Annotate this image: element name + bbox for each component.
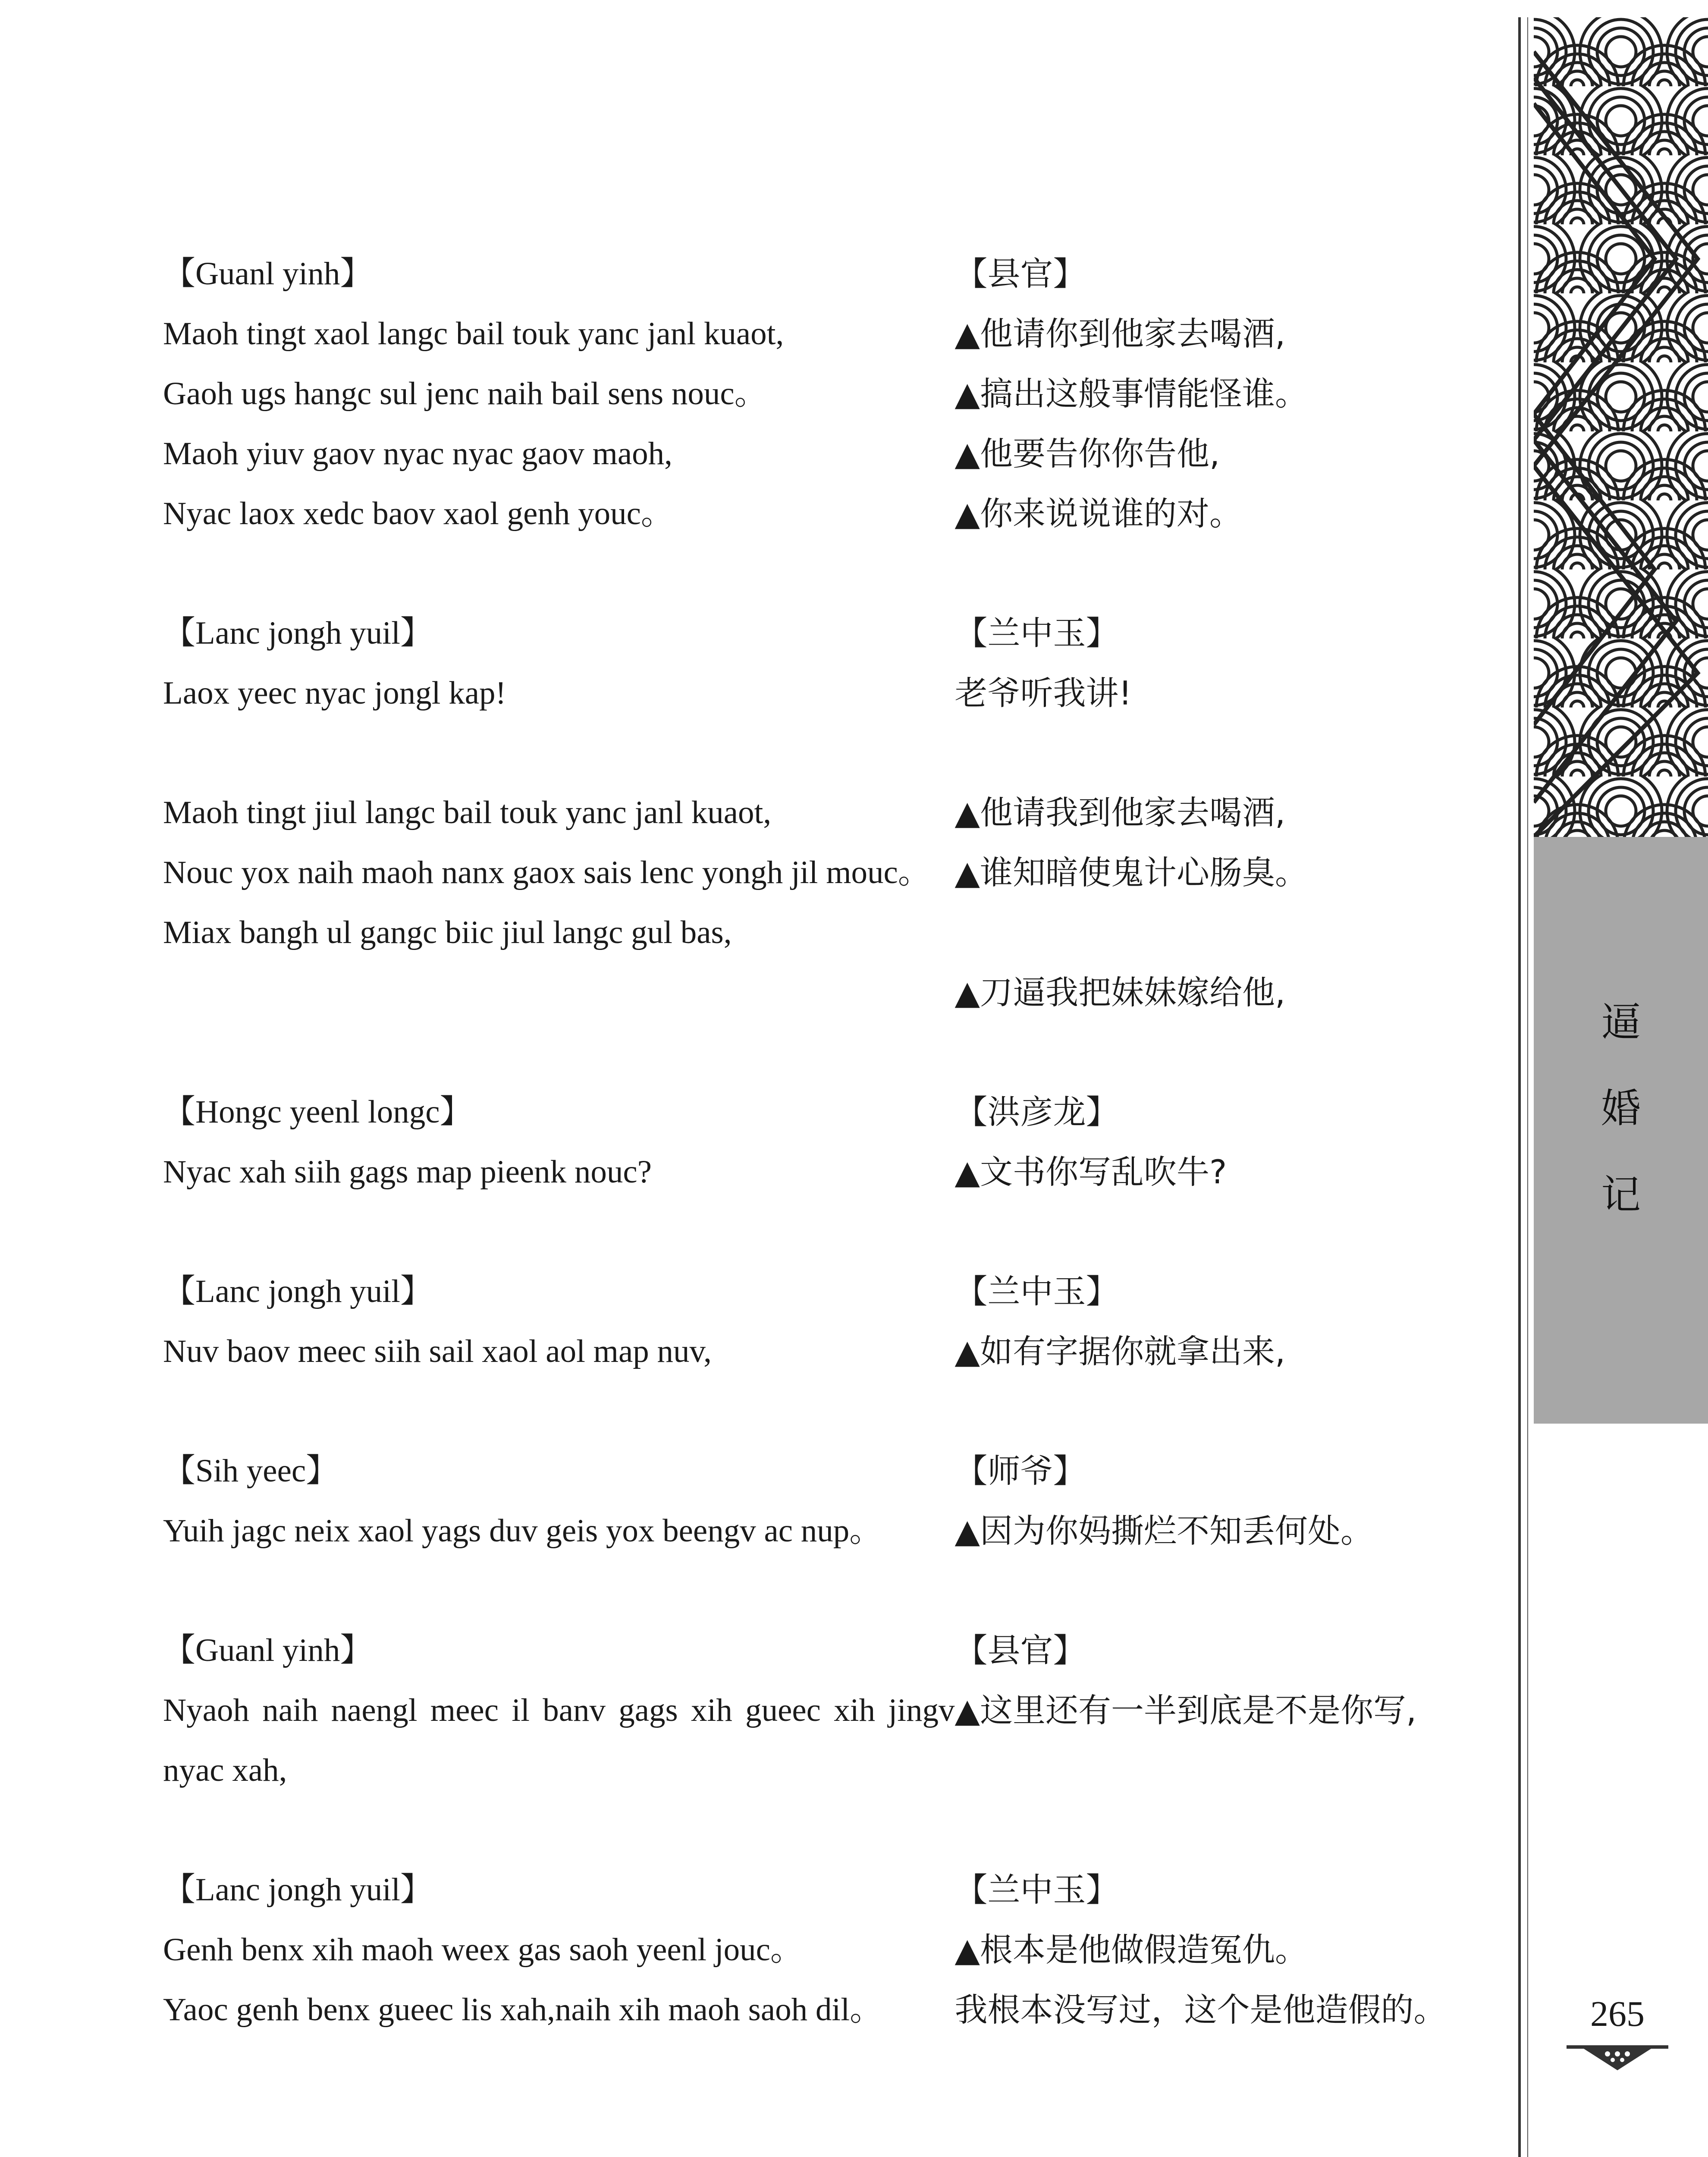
- chinese-text: [955, 1441, 1457, 1561]
- chinese-text: [955, 1082, 1457, 1202]
- chapter-tab: [1534, 837, 1708, 1424]
- verse-line: Nyac laox xedc baov xaol genh youc。: [163, 496, 673, 531]
- verse-line: ▲如有字据你就拿出来,: [954, 1332, 1286, 1371]
- dialogue-block: [163, 1261, 1457, 1381]
- verse-line: ▲谁知暗使鬼计心肠臭。: [954, 853, 1308, 892]
- dialogue-block: [163, 1860, 1457, 2040]
- chapter-title-char: 记: [1601, 1172, 1641, 1218]
- cloud-pattern-ornament: [1534, 17, 1708, 837]
- speaker-name: 【Lanc jongh yuil】: [163, 1872, 433, 1908]
- verse-line: Gaoh ugs hangc sul jenc naih bail sens nouc。: [163, 376, 767, 412]
- speaker-name: 【县官】: [954, 1631, 1086, 1670]
- chinese-text: [955, 603, 1457, 723]
- page-border-line: [1518, 17, 1521, 2157]
- verse-line: ▲文书你写乱吹牛?: [954, 1153, 1227, 1191]
- blank-line: [955, 902, 1457, 962]
- speaker-name: 【县官】: [954, 255, 1086, 293]
- verse-line: Yuih jagc neix xaol yags duv geis yox beengv ac nup。: [163, 1513, 882, 1549]
- dong-text: [163, 783, 955, 962]
- speaker-name: 【兰中玉】: [954, 1272, 1119, 1311]
- dialogue-block: [163, 244, 1457, 544]
- verse-line: ▲刀逼我把妹妹嫁给他,: [954, 973, 1286, 1012]
- chinese-text: [955, 1261, 1457, 1381]
- dong-text: [163, 1082, 955, 1202]
- dialogue-block: [163, 783, 1457, 1022]
- dong-text: [163, 1441, 955, 1561]
- speaker-name: 【兰中玉】: [954, 614, 1119, 652]
- verse-line: Nyac xah siih gags map pieenk nouc?: [163, 1154, 652, 1190]
- dialogue-block: [163, 603, 1457, 723]
- dialogue-block: [163, 1441, 1457, 1561]
- speaker-name: 【Guanl yinh】: [163, 256, 373, 292]
- speaker-name: 【Guanl yinh】: [163, 1632, 373, 1668]
- verse-line: Laox yeec nyac jongl kap!: [163, 675, 506, 711]
- chapter-title-char: 婚: [1601, 1085, 1641, 1132]
- speaker-name: 【师爷】: [954, 1452, 1086, 1490]
- verse-line: ▲搞出这般事情能怪谁。: [954, 374, 1308, 413]
- verse-line: ▲因为你妈撕烂不知丢何处。: [954, 1512, 1373, 1550]
- verse-line: 老爷听我讲!: [954, 674, 1132, 712]
- verse-line: Genh benx xih maoh weex gas saoh yeenl jouc。: [163, 1932, 803, 1968]
- page-border-line: [1527, 17, 1528, 2157]
- verse-line: Yaoc genh benx gueec lis xah,naih xih maoh saoh dil。: [163, 1992, 882, 2028]
- speaker-name: 【Hongc yeenl longc】: [163, 1094, 472, 1130]
- verse-line: Nouc yox naih maoh nanx gaox sais lenc yongh jil mouc。: [163, 855, 930, 890]
- verse-line: Nyaoh naih naengl meec il banv gags xih gueec xih jingv nyac xah,: [163, 1692, 955, 1788]
- verse-line: Nuv baov meec siih sail xaol aol map nuv,: [163, 1333, 712, 1369]
- verse-line: 我根本没写过，这个是他造假的。: [954, 1990, 1447, 2029]
- verse-line: Maoh yiuv gaov nyac nyac gaov maoh,: [163, 436, 672, 472]
- chinese-text: [955, 244, 1457, 544]
- speaker-name: 【Sih yeec】: [163, 1453, 339, 1489]
- speaker-name: 【Lanc jongh yuil】: [163, 615, 433, 651]
- verse-line: ▲他请我到他家去喝酒,: [954, 793, 1286, 832]
- dong-text: [163, 603, 955, 723]
- verse-line: Maoh tingt jiul langc bail touk yanc janl kuaot,: [163, 795, 772, 830]
- verse-line: ▲这里还有一半到底是不是你写,: [954, 1691, 1417, 1729]
- page-number: 265: [1590, 1994, 1645, 2034]
- verse-line: ▲根本是他做假造冤仇。: [954, 1931, 1308, 1969]
- chinese-text: [955, 1620, 1457, 1740]
- speaker-name: 【Lanc jongh yuil】: [163, 1273, 433, 1309]
- dong-text: [163, 1261, 955, 1381]
- page-number-ornament-icon: [1567, 2043, 1668, 2073]
- verse-line: Miax bangh ul gangc biic jiul langc gul bas,: [163, 915, 732, 950]
- dialogue-block: [163, 1620, 1457, 1800]
- speaker-name: 【兰中玉】: [954, 1871, 1119, 1909]
- dong-text: [163, 1620, 955, 1800]
- dong-text: [163, 1860, 955, 2040]
- dong-text: [163, 244, 955, 544]
- document-body: [163, 244, 1457, 2099]
- chinese-text: [955, 1860, 1457, 2040]
- dialogue-block: [163, 1082, 1457, 1202]
- chapter-title-char: 逼: [1601, 999, 1641, 1045]
- verse-line: Maoh tingt xaol langc bail touk yanc janl kuaot,: [163, 316, 784, 352]
- verse-line: ▲他请你到他家去喝酒,: [954, 314, 1286, 353]
- chinese-text: [955, 783, 1457, 1022]
- speaker-name: 【洪彦龙】: [954, 1093, 1119, 1131]
- verse-line: ▲他要告你你告他,: [954, 434, 1220, 473]
- verse-line: ▲你来说说谁的对。: [954, 494, 1242, 533]
